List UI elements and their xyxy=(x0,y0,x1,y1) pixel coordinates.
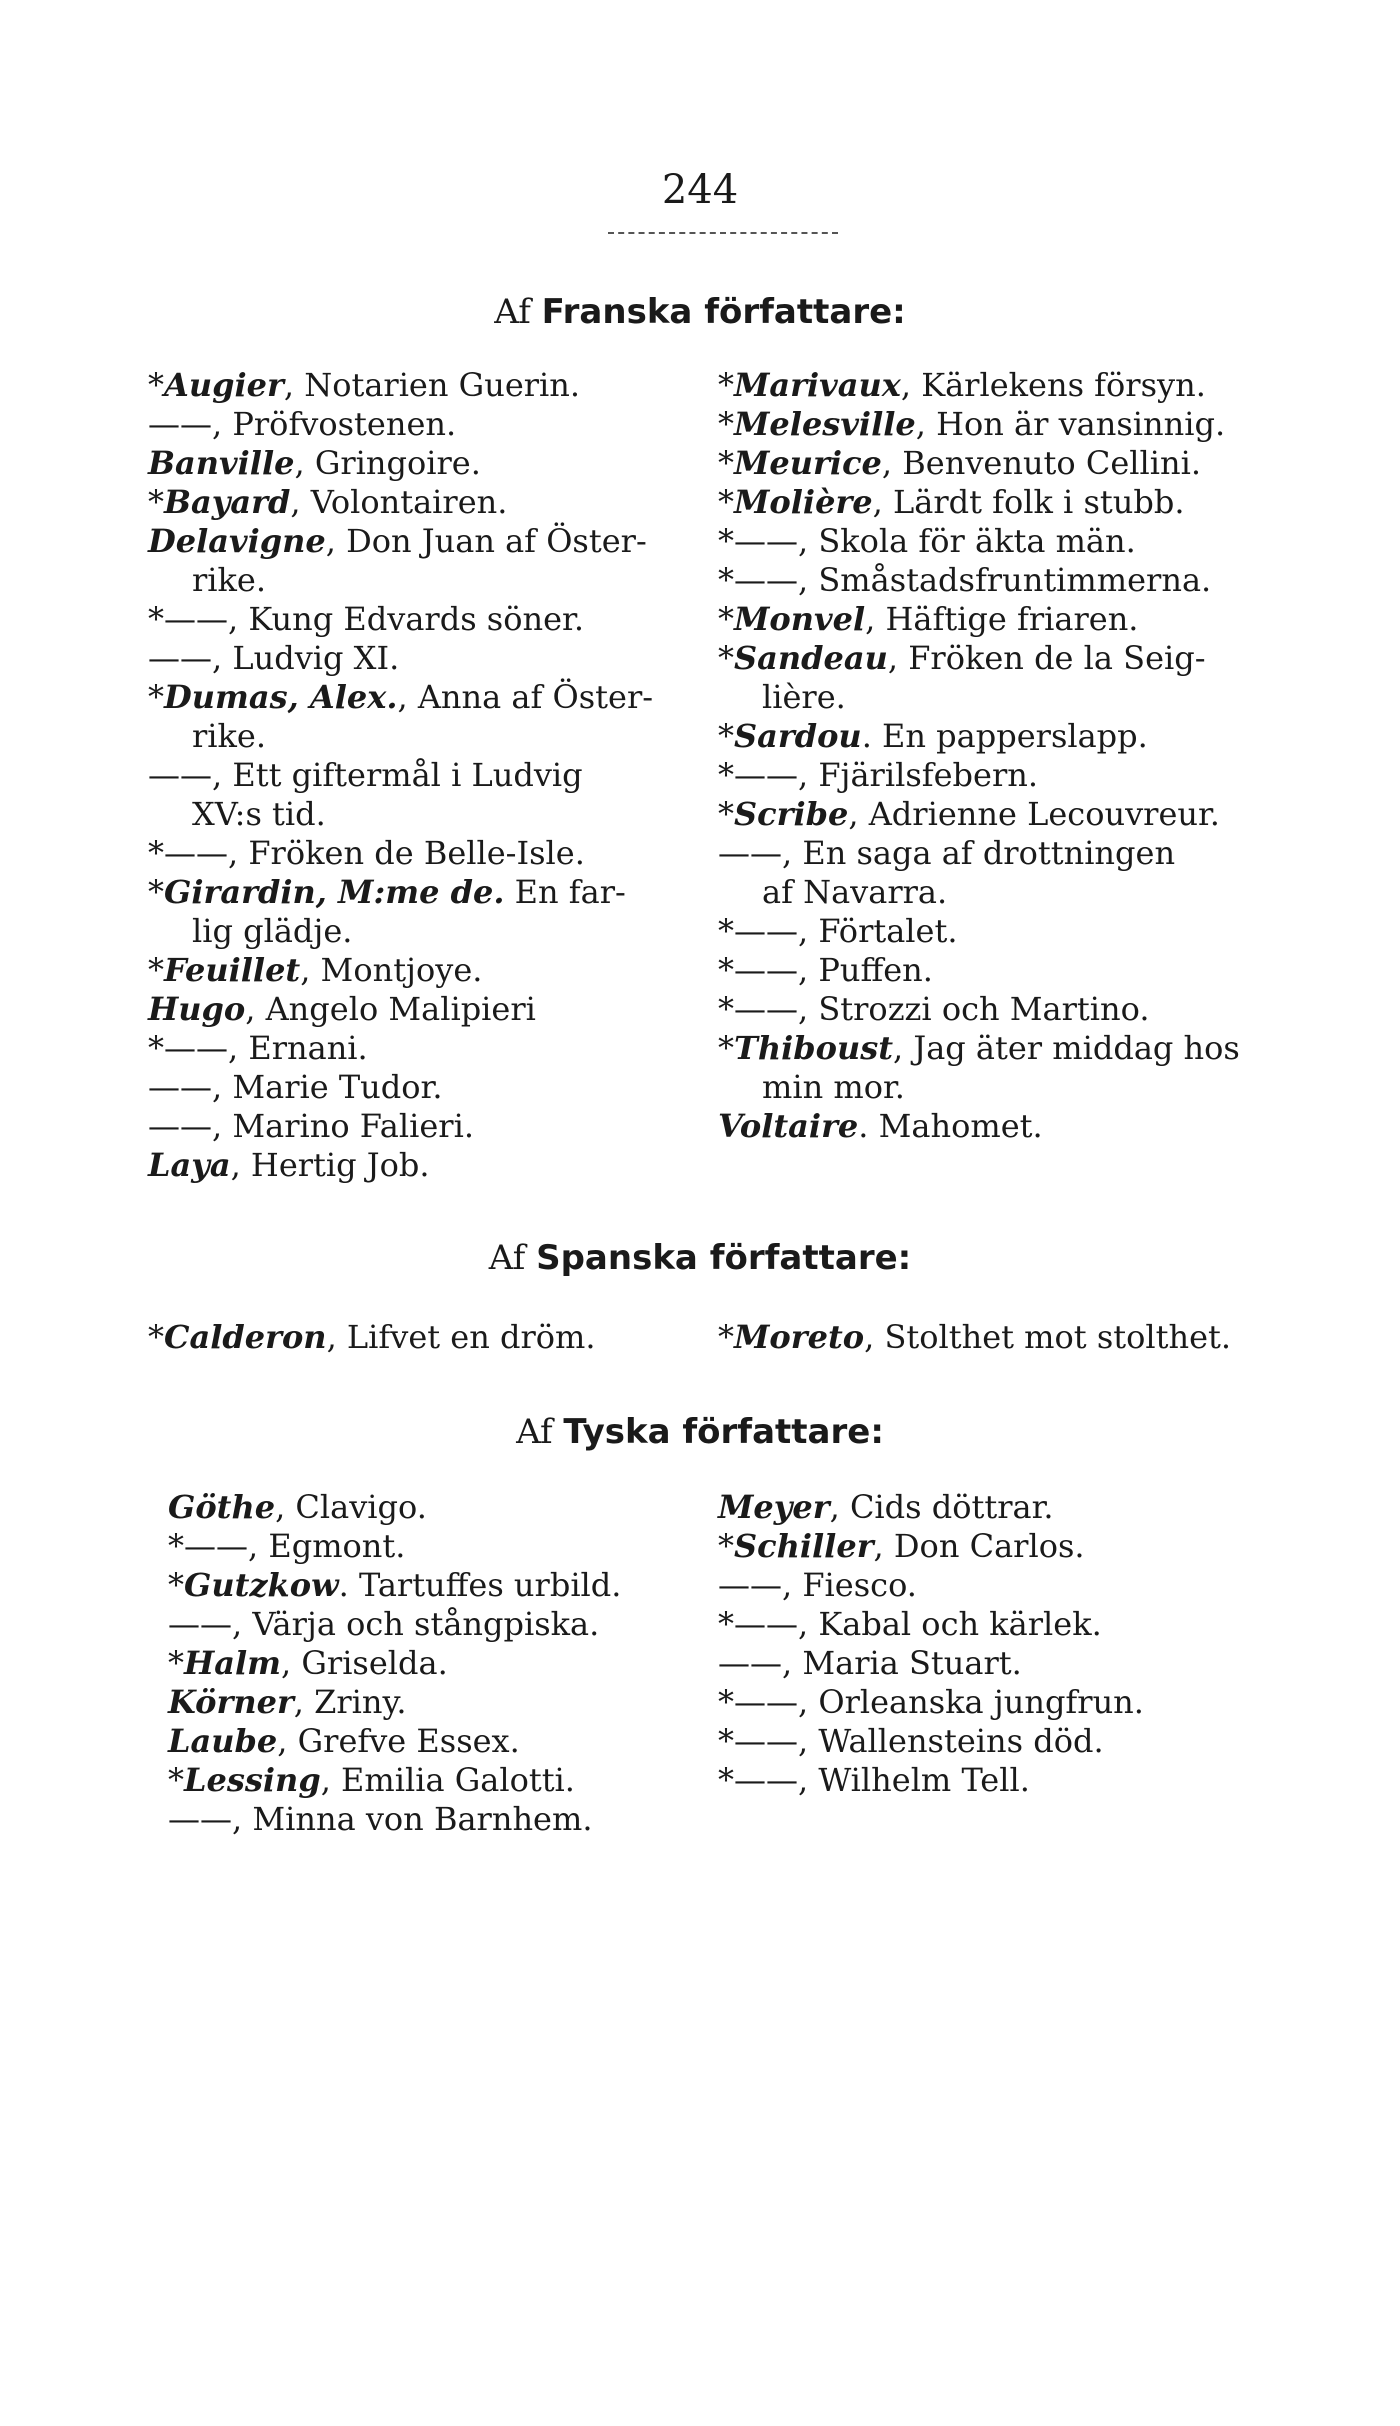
author-name: Girardin, M:me de. xyxy=(164,873,505,911)
entry-line xyxy=(168,1605,621,1644)
catalog-entry xyxy=(148,873,653,951)
catalog-entry xyxy=(148,951,653,990)
entry-line xyxy=(718,639,1240,678)
entry-line xyxy=(718,483,1240,522)
entry-line xyxy=(718,1318,1231,1357)
entry-line xyxy=(718,1029,1240,1068)
play-title: , Häftige friaren. xyxy=(865,600,1139,638)
german-left-column xyxy=(168,1488,621,1839)
author-name: Sandeau xyxy=(734,639,888,677)
entry-continuation: af Navarra. xyxy=(762,873,948,911)
play-title: . Mahomet. xyxy=(858,1107,1043,1145)
catalog-entry xyxy=(718,795,1240,834)
entry-line xyxy=(718,951,1240,990)
heading-suffix: författare: xyxy=(670,1412,884,1452)
catalog-entry xyxy=(718,405,1240,444)
entry-line xyxy=(148,756,653,795)
catalog-entry xyxy=(148,600,653,639)
author-name: Voltaire xyxy=(718,1107,859,1145)
entry-line xyxy=(148,1318,596,1357)
entry-line xyxy=(718,834,1240,873)
catalog-entry xyxy=(718,1488,1144,1527)
author-name: Laya xyxy=(148,1146,231,1184)
entry-line xyxy=(718,444,1240,483)
heading-prefix: Af xyxy=(494,292,542,332)
author-name: Göthe xyxy=(168,1488,276,1526)
play-title: ——, Maria Stuart. xyxy=(718,1644,1022,1682)
entry-line xyxy=(148,1068,653,1107)
author-name: Sardou xyxy=(734,717,862,755)
entry-line xyxy=(148,1146,653,1185)
author-name: Laube xyxy=(168,1722,278,1760)
catalog-entry xyxy=(168,1488,621,1527)
entry-line xyxy=(148,834,653,873)
entry-line xyxy=(168,1644,621,1683)
play-title: , Kärlekens försyn. xyxy=(900,366,1206,404)
star-marker: * xyxy=(718,717,734,755)
play-title: , Volontairen. xyxy=(290,483,508,521)
catalog-entry xyxy=(148,990,653,1029)
author-name: Augier xyxy=(164,366,284,404)
catalog-entry xyxy=(718,1683,1144,1722)
catalog-entry xyxy=(148,366,653,405)
catalog-entry xyxy=(168,1644,621,1683)
star-marker: * xyxy=(718,990,734,1028)
star-marker: * xyxy=(718,912,734,950)
catalog-entry xyxy=(148,1146,653,1185)
catalog-entry xyxy=(148,483,653,522)
star-marker: * xyxy=(168,1644,184,1682)
star-marker: * xyxy=(168,1761,184,1799)
star-marker: * xyxy=(718,405,734,443)
play-title: , Jag äter middag hos xyxy=(893,1029,1240,1067)
play-title: ——, Strozzi och Martino. xyxy=(734,990,1150,1028)
catalog-entry xyxy=(718,756,1240,795)
star-marker: * xyxy=(148,873,164,911)
entry-continuation: lig glädje. xyxy=(192,912,353,950)
star-marker: * xyxy=(148,1029,164,1067)
catalog-entry xyxy=(718,1566,1144,1605)
entry-line xyxy=(718,561,1240,600)
star-marker: * xyxy=(718,1722,734,1760)
entry-line xyxy=(718,1107,1240,1146)
catalog-entry xyxy=(168,1605,621,1644)
catalog-entry xyxy=(718,1761,1144,1800)
star-marker: * xyxy=(148,1318,164,1356)
author-name: Moreto xyxy=(734,1318,865,1356)
play-title: ——, Kabal och kärlek. xyxy=(734,1605,1102,1643)
play-title: , Montjoye. xyxy=(300,951,483,989)
author-name: Delavigne xyxy=(148,522,326,560)
catalog-entry xyxy=(718,1318,1231,1357)
catalog-entry xyxy=(718,639,1240,717)
play-title: ——, Minna von Barnhem. xyxy=(168,1800,593,1838)
catalog-entry xyxy=(718,951,1240,990)
entry-line xyxy=(148,444,653,483)
entry-line xyxy=(148,600,653,639)
author-name: Calderon xyxy=(164,1318,327,1356)
author-name: Banville xyxy=(148,444,295,482)
author-name: Dumas, Alex. xyxy=(164,678,398,716)
play-title: ——, Ernani. xyxy=(164,1029,368,1067)
catalog-entry xyxy=(148,1107,653,1146)
star-marker: * xyxy=(718,600,734,638)
catalog-entry xyxy=(718,483,1240,522)
play-title: , Anna af Öster- xyxy=(397,678,654,716)
star-marker: * xyxy=(718,522,734,560)
play-title: , Hon är vansinnig. xyxy=(915,405,1226,443)
play-title: , Fröken de la Seig- xyxy=(887,639,1206,677)
author-name: Meurice xyxy=(734,444,882,482)
entry-line xyxy=(148,951,653,990)
star-marker: * xyxy=(718,1605,734,1643)
page-number: 244 xyxy=(661,167,739,213)
entry-line xyxy=(718,1722,1144,1761)
catalog-entry xyxy=(168,1800,621,1839)
author-name: Molière xyxy=(734,483,873,521)
entry-continuation: lière. xyxy=(762,678,846,716)
catalog-entry xyxy=(168,1527,621,1566)
author-name: Bayard xyxy=(164,483,291,521)
star-marker: * xyxy=(148,951,164,989)
play-title: ——, Förtalet. xyxy=(734,912,958,950)
play-title: ——, Ett giftermål i Ludvig xyxy=(148,756,583,794)
catalog-entry xyxy=(168,1566,621,1605)
play-title: , Benvenuto Cellini. xyxy=(881,444,1201,482)
entry-line xyxy=(148,990,653,1029)
author-name: Marivaux xyxy=(734,366,901,404)
star-marker: * xyxy=(148,483,164,521)
catalog-entry xyxy=(168,1761,621,1800)
catalog-entry xyxy=(148,756,653,834)
catalog-entry xyxy=(148,639,653,678)
star-marker: * xyxy=(718,951,734,989)
catalog-entry xyxy=(148,405,653,444)
play-title: . Tartuffes urbild. xyxy=(338,1566,622,1604)
heading-prefix: Af xyxy=(488,1238,537,1278)
entry-line xyxy=(148,873,653,912)
entry-line xyxy=(148,522,653,561)
star-marker: * xyxy=(718,366,734,404)
play-title: ——, Småstadsfruntimmerna. xyxy=(734,561,1212,599)
star-marker: * xyxy=(148,834,164,872)
play-title: , Zriny. xyxy=(293,1683,407,1721)
entry-line xyxy=(718,1488,1144,1527)
entry-line xyxy=(168,1683,621,1722)
entry-line xyxy=(718,795,1240,834)
catalog-entry xyxy=(718,600,1240,639)
play-title: ——, Fiesco. xyxy=(718,1566,917,1604)
play-title: ——, Egmont. xyxy=(184,1527,406,1565)
catalog-entry xyxy=(718,1605,1144,1644)
catalog-entry xyxy=(718,1107,1240,1146)
entry-line xyxy=(718,405,1240,444)
star-marker: * xyxy=(148,600,164,638)
play-title: ——, Wilhelm Tell. xyxy=(734,1761,1030,1799)
entry-line xyxy=(718,522,1240,561)
entry-line xyxy=(168,1527,621,1566)
entry-line xyxy=(718,600,1240,639)
star-marker: * xyxy=(148,366,164,404)
author-name: Lessing xyxy=(184,1761,321,1799)
entry-line xyxy=(718,1527,1144,1566)
play-title: ——, En saga af drottningen xyxy=(718,834,1176,872)
play-title: , Don Carlos. xyxy=(873,1527,1085,1565)
header-rule xyxy=(608,232,838,234)
entry-line xyxy=(718,1683,1144,1722)
catalog-entry xyxy=(168,1722,621,1761)
play-title: ——, Ludvig XI. xyxy=(148,639,400,677)
french-right-column xyxy=(718,366,1240,1146)
author-name: Hugo xyxy=(148,990,246,1028)
heading-prefix: Af xyxy=(516,1412,564,1452)
play-title: , Griselda. xyxy=(280,1644,448,1682)
heading-language: Tyska xyxy=(563,1412,671,1452)
catalog-entry xyxy=(148,1029,653,1068)
play-title: ——, Kung Edvards söner. xyxy=(164,600,584,638)
entry-line xyxy=(718,756,1240,795)
entry-line xyxy=(148,639,653,678)
entry-line xyxy=(718,366,1240,405)
author-name: Melesville xyxy=(734,405,916,443)
entry-line xyxy=(148,1029,653,1068)
play-title: , Angelo Malipieri xyxy=(245,990,536,1028)
catalog-entry xyxy=(718,717,1240,756)
entry-line xyxy=(718,1566,1144,1605)
author-name: Scribe xyxy=(734,795,849,833)
author-name: Halm xyxy=(184,1644,281,1682)
star-marker: * xyxy=(718,639,734,677)
entry-continuation: rike. xyxy=(192,717,267,755)
play-title: ——, Pröfvostenen. xyxy=(148,405,457,443)
star-marker: * xyxy=(148,678,164,716)
catalog-entry xyxy=(718,1722,1144,1761)
catalog-entry xyxy=(718,834,1240,912)
entry-line xyxy=(168,1722,621,1761)
german-right-column xyxy=(718,1488,1144,1800)
author-name: Körner xyxy=(168,1683,294,1721)
entry-continuation: rike. xyxy=(192,561,267,599)
catalog-entry xyxy=(148,444,653,483)
heading-suffix: författare: xyxy=(692,292,906,332)
play-title: ——, Wallensteins död. xyxy=(734,1722,1104,1760)
star-marker: * xyxy=(718,1683,734,1721)
heading-suffix: författare: xyxy=(697,1238,912,1278)
author-name: Schiller xyxy=(734,1527,874,1565)
star-marker: * xyxy=(718,1527,734,1565)
entry-line xyxy=(718,1605,1144,1644)
star-marker: * xyxy=(718,1029,734,1067)
play-title: ——, Marie Tudor. xyxy=(148,1068,443,1106)
play-title: ——, Fröken de Belle-Isle. xyxy=(164,834,585,872)
star-marker: * xyxy=(718,561,734,599)
entry-continuation: min mor. xyxy=(762,1068,905,1106)
entry-line xyxy=(718,912,1240,951)
french-left-column xyxy=(148,366,653,1185)
play-title: ——, Orleanska jungfrun. xyxy=(734,1683,1144,1721)
play-title: , Gringoire. xyxy=(294,444,481,482)
play-title: , Grefve Essex. xyxy=(277,1722,520,1760)
entry-line xyxy=(718,1761,1144,1800)
entry-line xyxy=(148,483,653,522)
play-title: , Don Juan af Öster- xyxy=(325,522,647,560)
section-heading-spanish xyxy=(0,1238,1400,1278)
entry-line xyxy=(718,717,1240,756)
catalog-entry xyxy=(718,444,1240,483)
catalog-entry xyxy=(718,561,1240,600)
play-title: ——, Puffen. xyxy=(734,951,933,989)
star-marker: * xyxy=(718,1761,734,1799)
entry-line xyxy=(168,1800,621,1839)
entry-line xyxy=(718,1644,1144,1683)
play-title: , Stolthet mot stolthet. xyxy=(864,1318,1232,1356)
catalog-entry xyxy=(148,834,653,873)
heading-language: Spanska xyxy=(536,1238,698,1278)
entry-line xyxy=(168,1761,621,1800)
star-marker: * xyxy=(718,444,734,482)
author-name: Monvel xyxy=(734,600,866,638)
entry-line xyxy=(148,678,653,717)
catalog-entry xyxy=(718,912,1240,951)
entry-line xyxy=(148,1107,653,1146)
catalog-entry xyxy=(718,1644,1144,1683)
play-title: , Clavigo. xyxy=(275,1488,427,1526)
play-title: , Notarien Guerin. xyxy=(283,366,581,404)
play-title: ——, Marino Falieri. xyxy=(148,1107,474,1145)
catalog-entry xyxy=(168,1683,621,1722)
entry-line xyxy=(148,405,653,444)
spanish-left-column xyxy=(148,1318,596,1357)
catalog-entry xyxy=(148,1318,596,1357)
play-title: , Lärdt folk i stubb. xyxy=(872,483,1185,521)
star-marker: * xyxy=(168,1566,184,1604)
author-name: Feuillet xyxy=(164,951,301,989)
author-name: Thiboust xyxy=(734,1029,894,1067)
play-title: ——, Värja och stångpiska. xyxy=(168,1605,600,1643)
catalog-entry xyxy=(148,522,653,600)
spanish-right-column xyxy=(718,1318,1231,1357)
section-heading-german xyxy=(0,1412,1400,1452)
catalog-entry xyxy=(718,1029,1240,1107)
star-marker: * xyxy=(718,795,734,833)
heading-language: Franska xyxy=(541,292,693,332)
play-title: , Adrienne Lecouvreur. xyxy=(848,795,1220,833)
play-title: , Cids döttrar. xyxy=(829,1488,1054,1526)
entry-line xyxy=(168,1566,621,1605)
star-marker: * xyxy=(168,1527,184,1565)
catalog-entry xyxy=(148,1068,653,1107)
author-name: Gutzkow xyxy=(184,1566,339,1604)
entry-line xyxy=(718,990,1240,1029)
entry-line xyxy=(168,1488,621,1527)
entry-line xyxy=(148,366,653,405)
play-title: ——, Skola för äkta män. xyxy=(734,522,1136,560)
catalog-entry xyxy=(718,990,1240,1029)
play-title: , Hertig Job. xyxy=(230,1146,430,1184)
play-title: . En papperslapp. xyxy=(861,717,1148,755)
star-marker: * xyxy=(718,1318,734,1356)
section-heading-french xyxy=(0,292,1400,332)
catalog-entry xyxy=(718,366,1240,405)
catalog-entry xyxy=(718,522,1240,561)
star-marker: * xyxy=(718,756,734,794)
play-title: , Lifvet en dröm. xyxy=(326,1318,596,1356)
catalog-entry xyxy=(718,1527,1144,1566)
entry-continuation: XV:s tid. xyxy=(192,795,326,833)
author-name: Meyer xyxy=(718,1488,830,1526)
play-title: ——, Fjärilsfebern. xyxy=(734,756,1039,794)
star-marker: * xyxy=(718,483,734,521)
catalog-entry xyxy=(148,678,653,756)
play-title: En far- xyxy=(504,873,626,911)
play-title: , Emilia Galotti. xyxy=(320,1761,575,1799)
